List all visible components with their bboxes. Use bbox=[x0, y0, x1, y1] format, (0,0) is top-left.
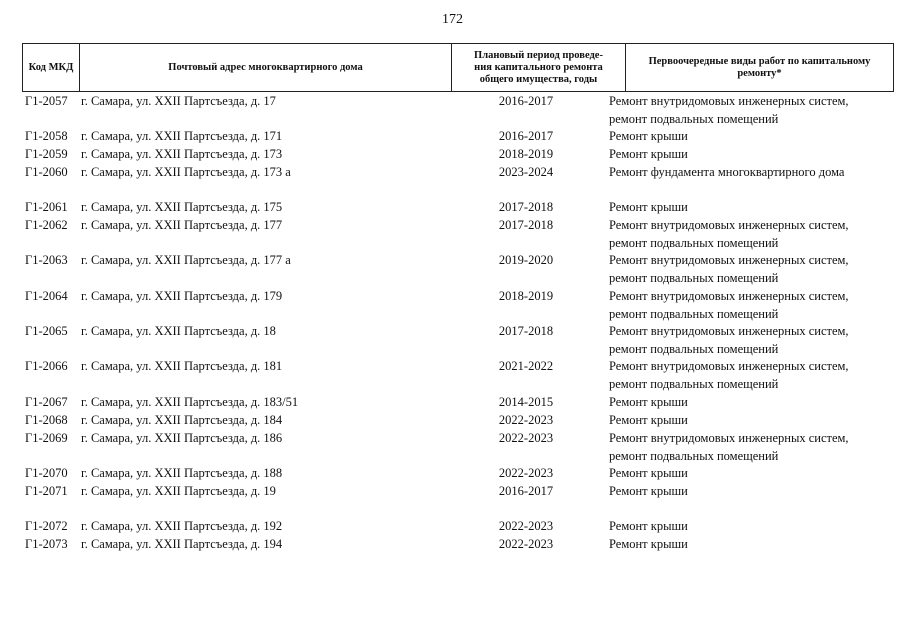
address: г. Самара, ул. XXII Партсъезда, д. 188 bbox=[81, 466, 283, 480]
works-line: ремонт подвальных помещений bbox=[609, 235, 779, 250]
works-line: ремонт подвальных помещений bbox=[609, 306, 779, 321]
mkd-code: Г1-2062 bbox=[25, 218, 68, 232]
mkd-code: Г1-2072 bbox=[25, 519, 68, 533]
works-line: ремонт подвальных помещений bbox=[609, 111, 779, 126]
address: г. Самара, ул. XXII Партсъезда, д. 183/51 bbox=[81, 395, 299, 409]
mkd-code: Г1-2073 bbox=[25, 537, 68, 551]
address: г. Самара, ул. XXII Партсъезда, д. 181 bbox=[81, 359, 283, 373]
works-line: Ремонт крыши bbox=[609, 200, 688, 214]
header-works bbox=[626, 44, 893, 91]
period: 2022-2023 bbox=[498, 413, 554, 427]
period: 2019-2020 bbox=[498, 253, 554, 267]
address: г. Самара, ул. XXII Партсъезда, д. 17 bbox=[81, 94, 276, 108]
mkd-code: Г1-2067 bbox=[25, 395, 68, 409]
address: г. Самара, ул. XXII Партсъезда, д. 194 bbox=[81, 537, 283, 551]
works bbox=[609, 146, 894, 164]
header-works-line: ремонту* bbox=[737, 67, 782, 79]
mkd-code: Г1-2065 bbox=[25, 324, 68, 338]
address: г. Самара, ул. XXII Партсъезда, д. 19 bbox=[81, 484, 276, 498]
mkd-code: Г1-2071 bbox=[25, 484, 68, 498]
works-line: Ремонт крыши bbox=[609, 484, 688, 498]
works-line: Ремонт крыши bbox=[609, 147, 688, 161]
works bbox=[609, 483, 894, 501]
address: г. Самара, ул. XXII Партсъезда, д. 186 bbox=[81, 431, 283, 445]
address: г. Самара, ул. XXII Партсъезда, д. 177 а bbox=[81, 253, 291, 267]
address: г. Самара, ул. XXII Партсъезда, д. 177 bbox=[81, 218, 283, 232]
mkd-code: Г1-2058 bbox=[25, 129, 68, 143]
period: 2017-2018 bbox=[498, 218, 554, 232]
works-line: Ремонт крыши bbox=[609, 537, 688, 551]
period: 2016-2017 bbox=[498, 484, 554, 498]
header-code: Код МКД bbox=[23, 44, 80, 91]
works-line: Ремонт внутридомовых инженерных систем, bbox=[609, 289, 849, 303]
mkd-code: Г1-2063 bbox=[25, 253, 68, 267]
period: 2022-2023 bbox=[498, 466, 554, 480]
header-period-line: Плановый период проведе- bbox=[474, 49, 603, 61]
works-line: Ремонт фундамента многоквартирного дома bbox=[609, 165, 845, 179]
address: г. Самара, ул. XXII Партсъезда, д. 173 bbox=[81, 147, 283, 161]
header-address: Почтовый адрес многоквартирного дома bbox=[80, 44, 452, 91]
address: г. Самара, ул. XXII Партсъезда, д. 171 bbox=[81, 129, 283, 143]
works-line: Ремонт крыши bbox=[609, 129, 688, 143]
address: г. Самара, ул. XXII Партсъезда, д. 173 а bbox=[81, 165, 291, 179]
works bbox=[609, 518, 894, 536]
table-header bbox=[22, 43, 894, 92]
period: 2022-2023 bbox=[498, 537, 554, 551]
works-line: Ремонт внутридомовых инженерных систем, bbox=[609, 253, 849, 267]
period: 2014-2015 bbox=[498, 395, 554, 409]
works-line: Ремонт крыши bbox=[609, 413, 688, 427]
works bbox=[609, 394, 894, 412]
works bbox=[609, 128, 894, 146]
works bbox=[609, 430, 894, 465]
works-line: ремонт подвальных помещений bbox=[609, 376, 779, 391]
mkd-code: Г1-2066 bbox=[25, 359, 68, 373]
mkd-code: Г1-2059 bbox=[25, 147, 68, 161]
works-line: Ремонт внутридомовых инженерных систем, bbox=[609, 431, 849, 445]
works bbox=[609, 288, 894, 323]
works bbox=[609, 536, 894, 554]
works-line: Ремонт внутридомовых инженерных систем, bbox=[609, 94, 849, 108]
works-line: ремонт подвальных помещений bbox=[609, 341, 779, 356]
works-line: Ремонт внутридомовых инженерных систем, bbox=[609, 218, 849, 232]
works bbox=[609, 199, 894, 217]
address: г. Самара, ул. XXII Партсъезда, д. 18 bbox=[81, 324, 276, 338]
period: 2016-2017 bbox=[498, 94, 554, 108]
works bbox=[609, 358, 894, 393]
period: 2018-2019 bbox=[498, 289, 554, 303]
period: 2017-2018 bbox=[498, 324, 554, 338]
period: 2021-2022 bbox=[498, 359, 554, 373]
works bbox=[609, 164, 894, 182]
works-line: Ремонт крыши bbox=[609, 395, 688, 409]
address: г. Самара, ул. XXII Партсъезда, д. 175 bbox=[81, 200, 283, 214]
works bbox=[609, 217, 894, 252]
works bbox=[609, 323, 894, 358]
header-period-line: общего имущества, годы bbox=[479, 73, 598, 85]
works-line: Ремонт крыши bbox=[609, 519, 688, 533]
works bbox=[609, 252, 894, 287]
mkd-code: Г1-2064 bbox=[25, 289, 68, 303]
works bbox=[609, 93, 894, 128]
page-number: 172 bbox=[442, 12, 463, 27]
address: г. Самара, ул. XXII Партсъезда, д. 192 bbox=[81, 519, 283, 533]
works bbox=[609, 412, 894, 430]
works bbox=[609, 465, 894, 483]
period: 2022-2023 bbox=[498, 519, 554, 533]
mkd-code: Г1-2069 bbox=[25, 431, 68, 445]
period: 2023-2024 bbox=[498, 165, 554, 179]
mkd-code: Г1-2061 bbox=[25, 200, 68, 214]
header-works-line: Первоочередные виды работ по капитальному bbox=[648, 55, 871, 67]
works-line: Ремонт внутридомовых инженерных систем, bbox=[609, 324, 849, 338]
period: 2018-2019 bbox=[498, 147, 554, 161]
header-period-line: ния капитального ремонта bbox=[474, 61, 603, 73]
mkd-code: Г1-2057 bbox=[25, 94, 68, 108]
works-line: ремонт подвальных помещений bbox=[609, 448, 779, 463]
address: г. Самара, ул. XXII Партсъезда, д. 184 bbox=[81, 413, 283, 427]
address: г. Самара, ул. XXII Партсъезда, д. 179 bbox=[81, 289, 283, 303]
works-line: Ремонт внутридомовых инженерных систем, bbox=[609, 359, 849, 373]
mkd-code: Г1-2060 bbox=[25, 165, 68, 179]
works-line: ремонт подвальных помещений bbox=[609, 270, 779, 285]
header-period bbox=[452, 44, 626, 91]
period: 2016-2017 bbox=[498, 129, 554, 143]
period: 2017-2018 bbox=[498, 200, 554, 214]
mkd-code: Г1-2068 bbox=[25, 413, 68, 427]
period: 2022-2023 bbox=[498, 431, 554, 445]
works-line: Ремонт крыши bbox=[609, 466, 688, 480]
mkd-code: Г1-2070 bbox=[25, 466, 68, 480]
